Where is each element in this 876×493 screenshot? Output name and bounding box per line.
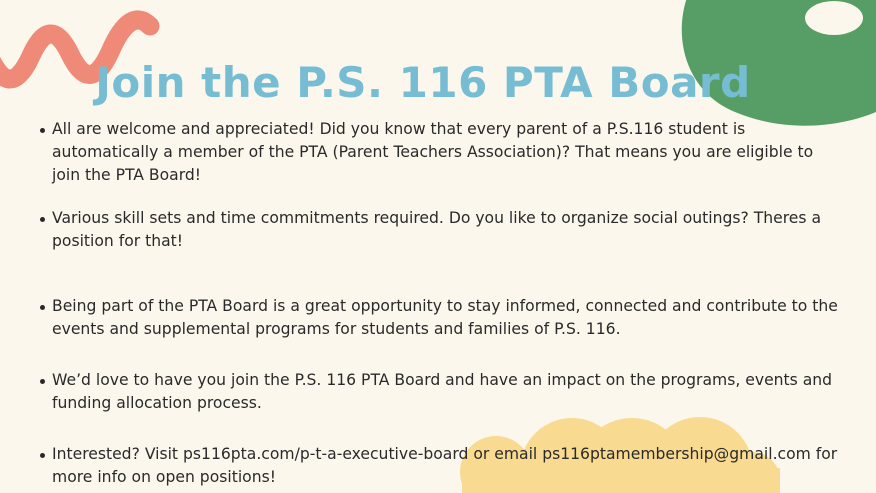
cream-oval-shape — [805, 1, 863, 35]
bullet-list — [52, 118, 842, 489]
list-item: Various skill sets and time commitments required. Do you like to organize social outings? Theres a position for that! — [52, 207, 842, 253]
list-item: Interested? Visit ps116pta.com/p-t-a-executive-board or email ps116ptamembership@gmail.com for more info on open positions! — [52, 443, 842, 489]
list-item: All are welcome and appreciated! Did you know that every parent of a P.S.116 student is automatically a member of the PTA (Parent Teachers Association)? That means you are eligible to join the PTA Board! — [52, 118, 842, 187]
page-title: Join the P.S. 116 PTA Board — [95, 58, 751, 107]
list-item: Being part of the PTA Board is a great opportunity to stay informed, connected and contribute to the events and supplemental programs for students and families of P.S. 116. — [52, 295, 842, 341]
list-item: We’d love to have you join the P.S. 116 PTA Board and have an impact on the programs, events and funding allocation process. — [52, 369, 842, 415]
